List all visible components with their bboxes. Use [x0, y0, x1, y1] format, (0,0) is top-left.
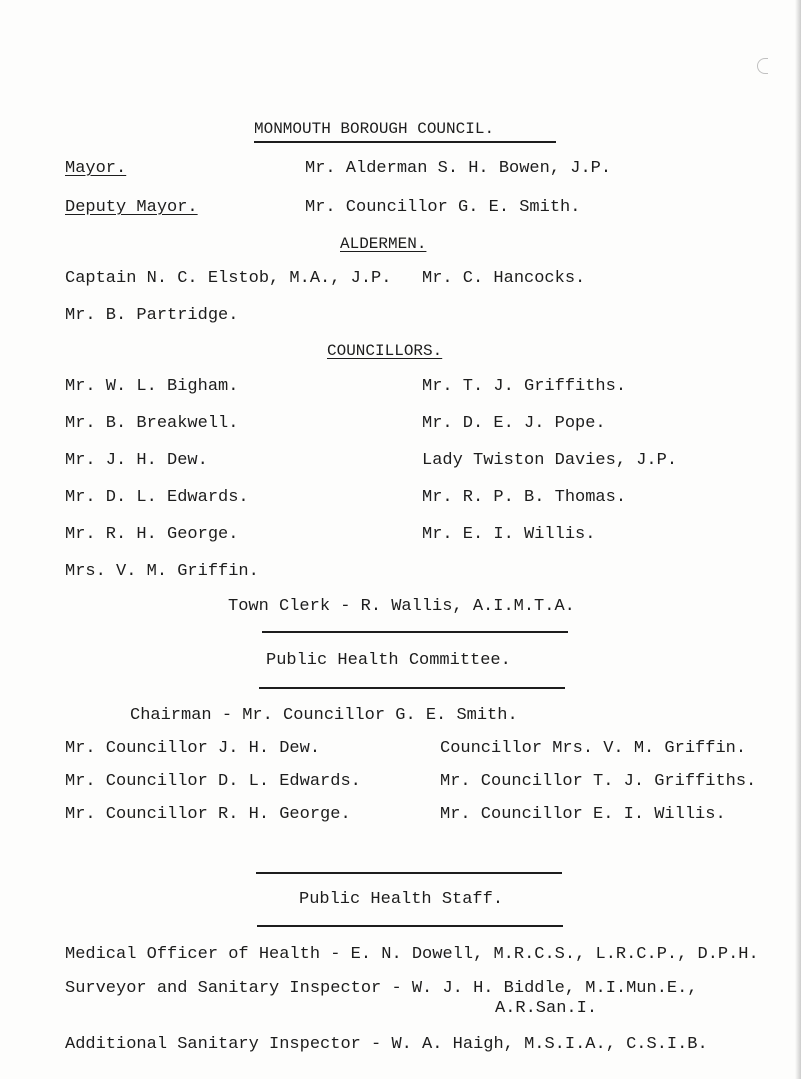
councillor-left-2: Mr. B. Breakwell.	[65, 414, 239, 433]
mayor-label: Mayor.	[65, 159, 127, 178]
councillors-heading: COUNCILLORS.	[327, 342, 443, 360]
mayor-name: Mr. Alderman S. H. Bowen, J.P.	[305, 159, 612, 178]
councillor-left-4: Mr. D. L. Edwards.	[65, 488, 249, 507]
councillor-right-3: Lady Twiston Davies, J.P.	[422, 451, 678, 470]
surveyor-line-2: A.R.San.I.	[495, 999, 598, 1018]
town-clerk: Town Clerk - R. Wallis, A.I.M.T.A.	[228, 597, 575, 616]
committee-chairman: Chairman - Mr. Councillor G. E. Smith.	[130, 706, 518, 725]
page-edge-shadow	[795, 0, 801, 1079]
councillor-right-2: Mr. D. E. J. Pope.	[422, 414, 606, 433]
councillor-left-5: Mr. R. H. George.	[65, 525, 239, 544]
councillor-right-4: Mr. R. P. B. Thomas.	[422, 488, 627, 507]
councillor-left-1: Mr. W. L. Bigham.	[65, 377, 239, 396]
deputy-mayor-label: Deputy Mayor.	[65, 198, 198, 217]
deputy-mayor-name: Mr. Councillor G. E. Smith.	[305, 198, 581, 217]
corner-mark	[757, 58, 768, 74]
additional-sanitary-inspector: Additional Sanitary Inspector - W. A. Haigh, M.S.I.A., C.S.I.B.	[65, 1035, 708, 1054]
divider-3	[256, 872, 562, 874]
alderman-right-1: Mr. C. Hancocks.	[422, 269, 586, 288]
staff-heading: Public Health Staff.	[299, 890, 504, 909]
aldermen-heading: ALDERMEN.	[340, 235, 427, 253]
committee-right-3: Mr. Councillor E. I. Willis.	[440, 805, 726, 824]
councillor-right-5: Mr. E. I. Willis.	[422, 525, 596, 544]
committee-left-1: Mr. Councillor J. H. Dew.	[65, 739, 321, 758]
alderman-left-1: Captain N. C. Elstob, M.A., J.P.	[65, 269, 392, 288]
committee-left-2: Mr. Councillor D. L. Edwards.	[65, 772, 361, 791]
divider-4	[257, 925, 563, 927]
councillor-right-1: Mr. T. J. Griffiths.	[422, 377, 627, 396]
document-title: MONMOUTH BOROUGH COUNCIL.	[254, 120, 495, 138]
committee-right-1: Councillor Mrs. V. M. Griffin.	[440, 739, 747, 758]
councillor-left-3: Mr. J. H. Dew.	[65, 451, 208, 470]
alderman-left-2: Mr. B. Partridge.	[65, 306, 239, 325]
surveyor-line-1: Surveyor and Sanitary Inspector - W. J. H. Biddle, M.I.Mun.E.,	[65, 979, 698, 998]
medical-officer: Medical Officer of Health - E. N. Dowell, M.R.C.S., L.R.C.P., D.P.H.	[65, 945, 759, 964]
title-underline	[254, 141, 556, 143]
divider-1	[262, 631, 568, 633]
committee-left-3: Mr. Councillor R. H. George.	[65, 805, 351, 824]
divider-2	[259, 687, 565, 689]
councillor-left-6: Mrs. V. M. Griffin.	[65, 562, 259, 581]
committee-right-2: Mr. Councillor T. J. Griffiths.	[440, 772, 757, 791]
committee-heading: Public Health Committee.	[266, 651, 511, 670]
